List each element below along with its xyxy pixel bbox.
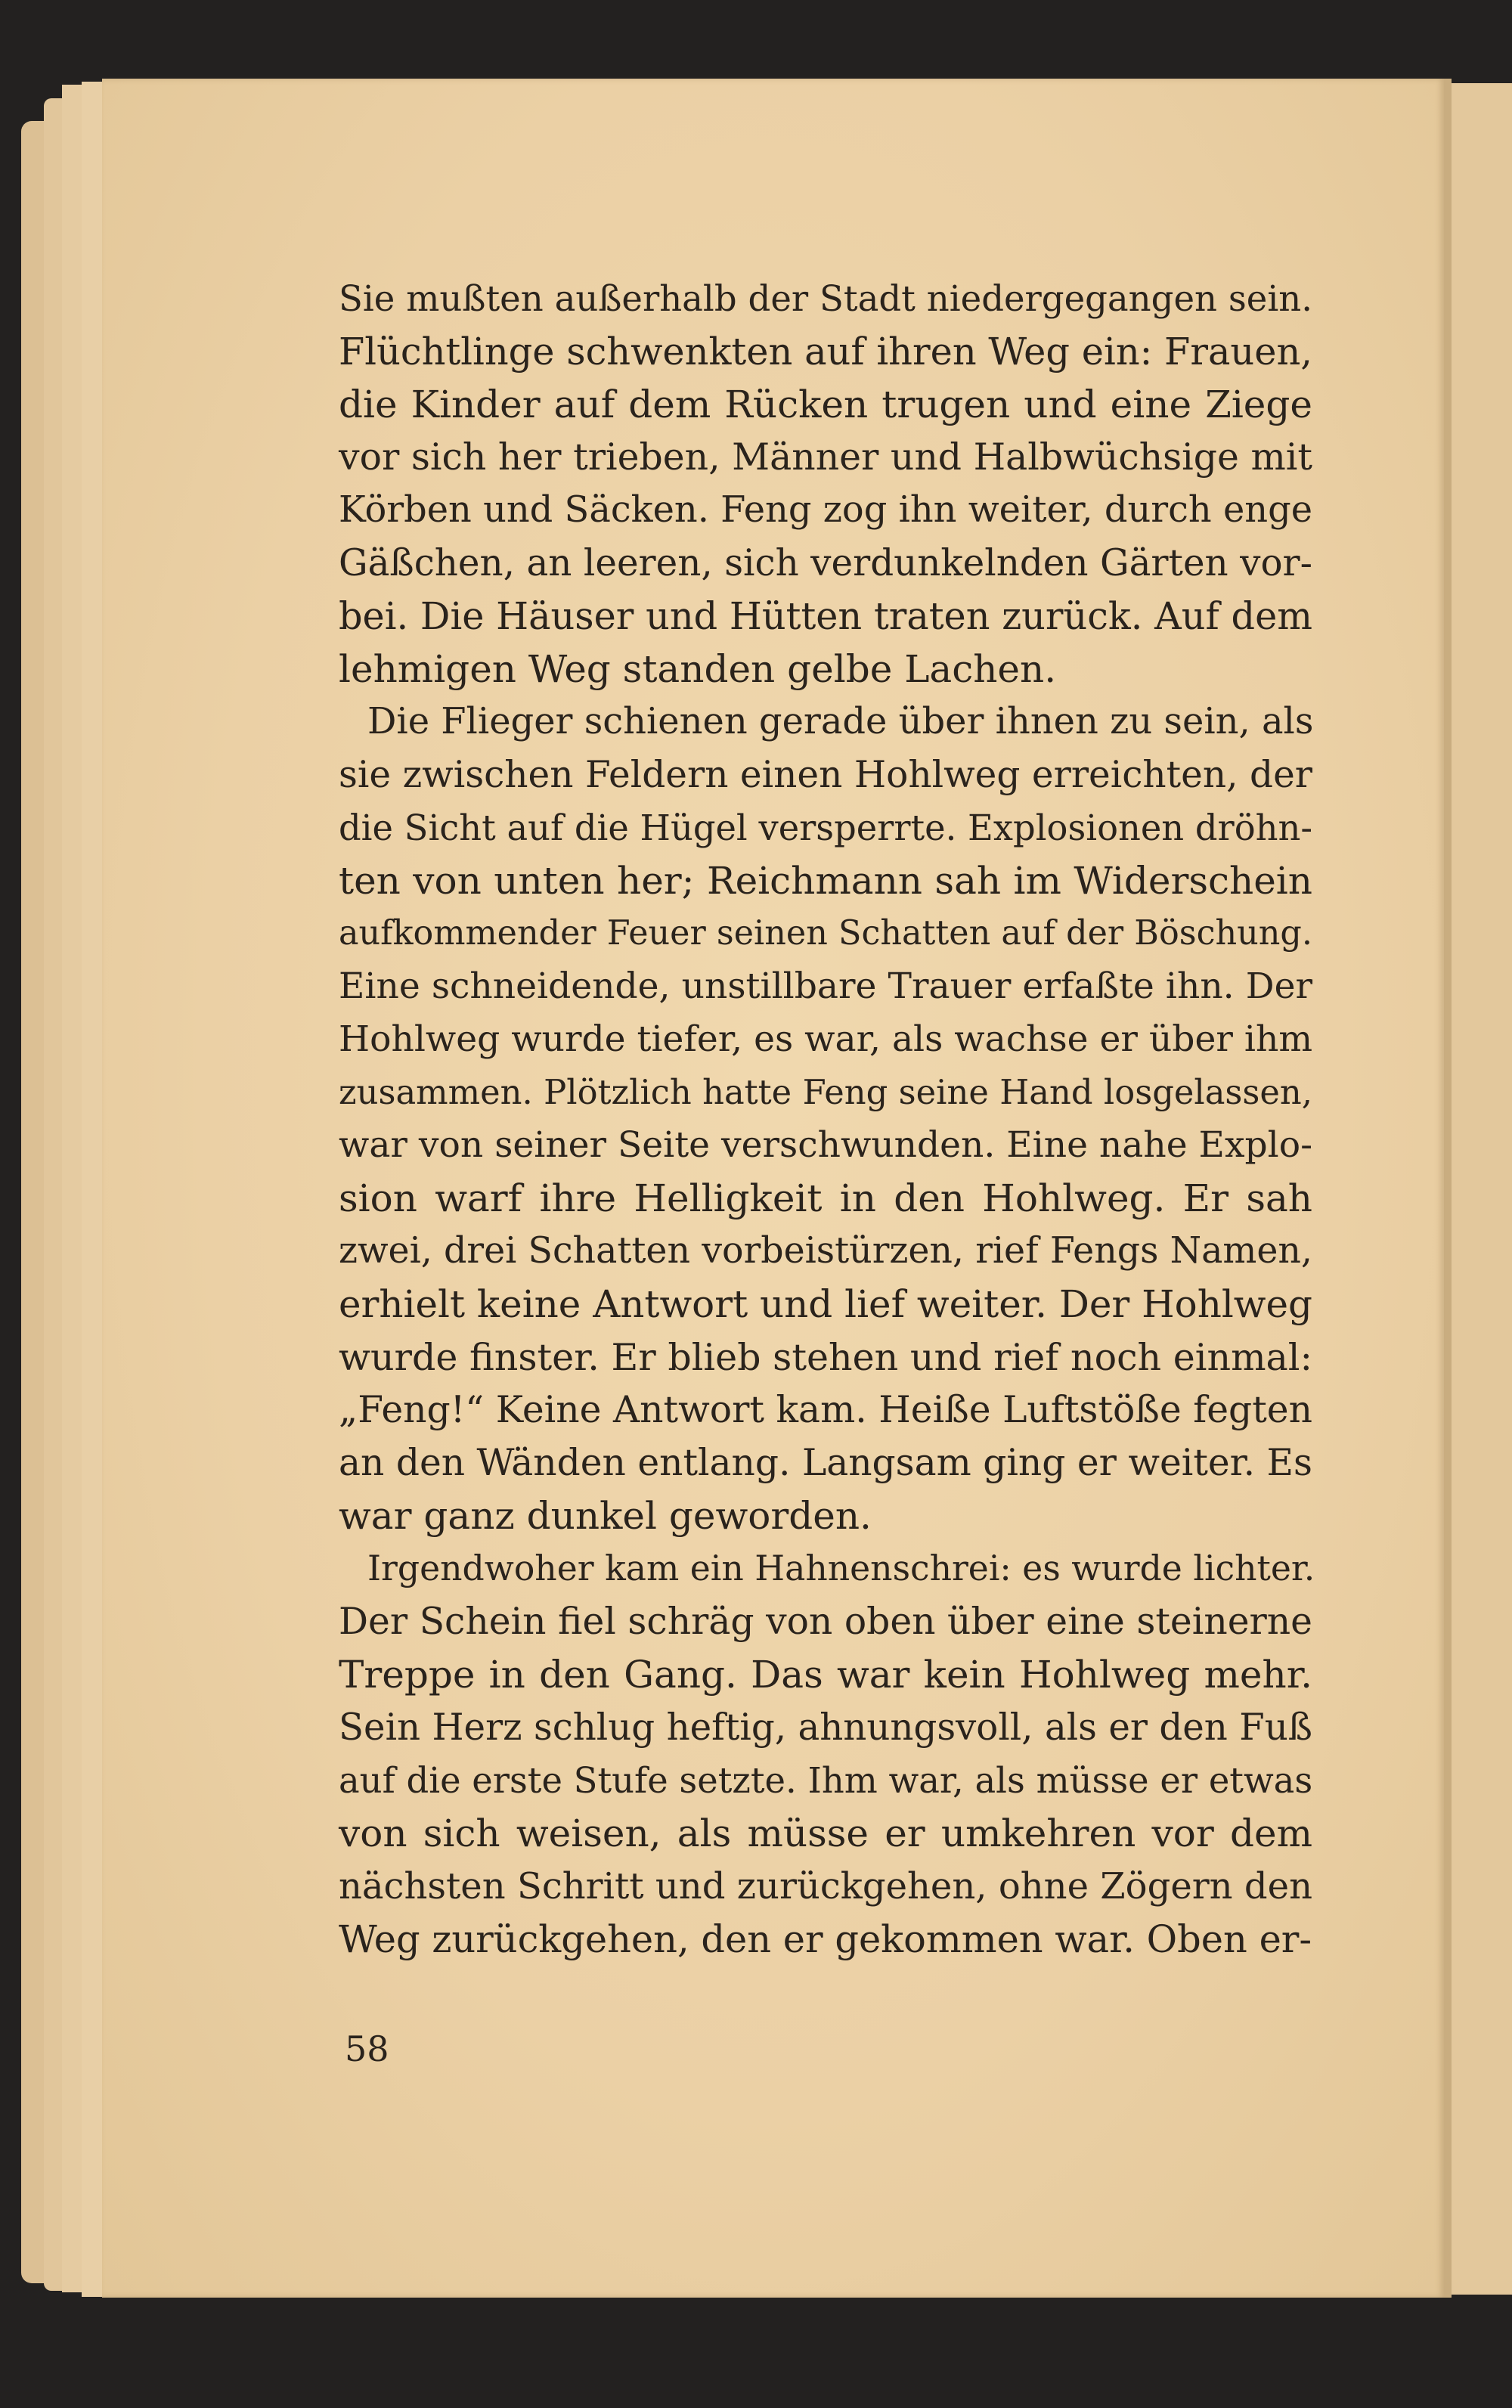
text-line: die Sicht auf die Hügel versperrte. Explosionen dröhn- bbox=[339, 807, 1312, 848]
text-line: Hohlweg wurde tiefer, es war, als wachse er über ihm bbox=[339, 1018, 1312, 1060]
facing-page-edge bbox=[1450, 83, 1512, 2295]
text-line: Körben und Säcken. Feng zog ihn weiter, durch enge bbox=[339, 489, 1312, 531]
text-line: aufkommender Feuer seinen Schatten auf der Böschung. bbox=[339, 914, 1312, 953]
text-line: Weg zurückgehen, den er gekommen war. Oben er- bbox=[339, 1917, 1312, 1961]
text-line: Sie mußten außerhalb der Stadt niedergegangen sein. bbox=[339, 278, 1312, 319]
text-line: vor sich her trieben, Männer und Halbwüchsige mit bbox=[339, 435, 1312, 479]
text-line: von sich weisen, als müsse er umkehren vor dem bbox=[339, 1811, 1312, 1855]
paragraph bbox=[339, 696, 1312, 1542]
text-line: war ganz dunkel geworden. bbox=[339, 1494, 872, 1538]
text-line: die Kinder auf dem Rücken trugen und eine Ziege bbox=[339, 383, 1312, 426]
text-line: Irgendwoher kam ein Hahnenschrei: es wurde lichter. bbox=[367, 1548, 1315, 1588]
text-line: Eine schneidende, unstillbare Trauer erfaßte ihn. Der bbox=[339, 965, 1312, 1007]
text-line: Sein Herz schlug heftig, ahnungsvoll, als er den Fuß bbox=[339, 1706, 1312, 1749]
text-line: sie zwischen Feldern einen Hohlweg erreichten, der bbox=[339, 754, 1312, 796]
text-line: Treppe in den Gang. Das war kein Hohlweg mehr. bbox=[339, 1653, 1312, 1697]
body-text bbox=[339, 272, 1315, 1966]
text-line: Die Flieger schienen gerade über ihnen zu sein, als bbox=[367, 701, 1314, 742]
page-number: 58 bbox=[345, 2028, 389, 2069]
text-line: „Feng!“ Keine Antwort kam. Heiße Luftstöße fegten bbox=[339, 1389, 1312, 1431]
text-line: sion warf ihre Helligkeit in den Hohlweg. Er sah bbox=[339, 1176, 1312, 1220]
text-line: war von seiner Seite verschwunden. Eine nahe Explo- bbox=[339, 1124, 1313, 1166]
text-line: ten von unten her; Reichmann sah im Widerschein bbox=[339, 859, 1312, 903]
text-line: zusammen. Plötzlich hatte Feng seine Hand losgelassen, bbox=[339, 1072, 1312, 1112]
text-line: Flüchtlinge schwenkten auf ihren Weg ein: Frauen, bbox=[339, 330, 1312, 373]
text-line: bei. Die Häuser und Hütten traten zurück. Auf dem bbox=[339, 594, 1312, 638]
text-line: Gäßchen, an leeren, sich verdunkelnden Gärten vor- bbox=[339, 542, 1312, 584]
text-line: auf die erste Stufe setzte. Ihm war, als müsse er etwas bbox=[339, 1760, 1313, 1801]
text-line: Der Schein fiel schräg von oben über eine steinerne bbox=[339, 1601, 1312, 1643]
paragraph bbox=[339, 1542, 1315, 1966]
text-line: wurde finster. Er blieb stehen und rief noch einmal: bbox=[339, 1335, 1312, 1379]
text-line: erhielt keine Antwort und lief weiter. Der Hohlweg bbox=[339, 1282, 1312, 1326]
paragraph bbox=[339, 272, 1312, 696]
text-line: nächsten Schritt und zurückgehen, ohne Zögern den bbox=[339, 1865, 1312, 1907]
text-line: zwei, drei Schatten vorbeistürzen, rief Fengs Namen, bbox=[339, 1230, 1312, 1272]
text-line: lehmigen Weg standen gelbe Lachen. bbox=[339, 647, 1057, 691]
text-line: an den Wänden entlang. Langsam ging er weiter. Es bbox=[339, 1442, 1312, 1484]
